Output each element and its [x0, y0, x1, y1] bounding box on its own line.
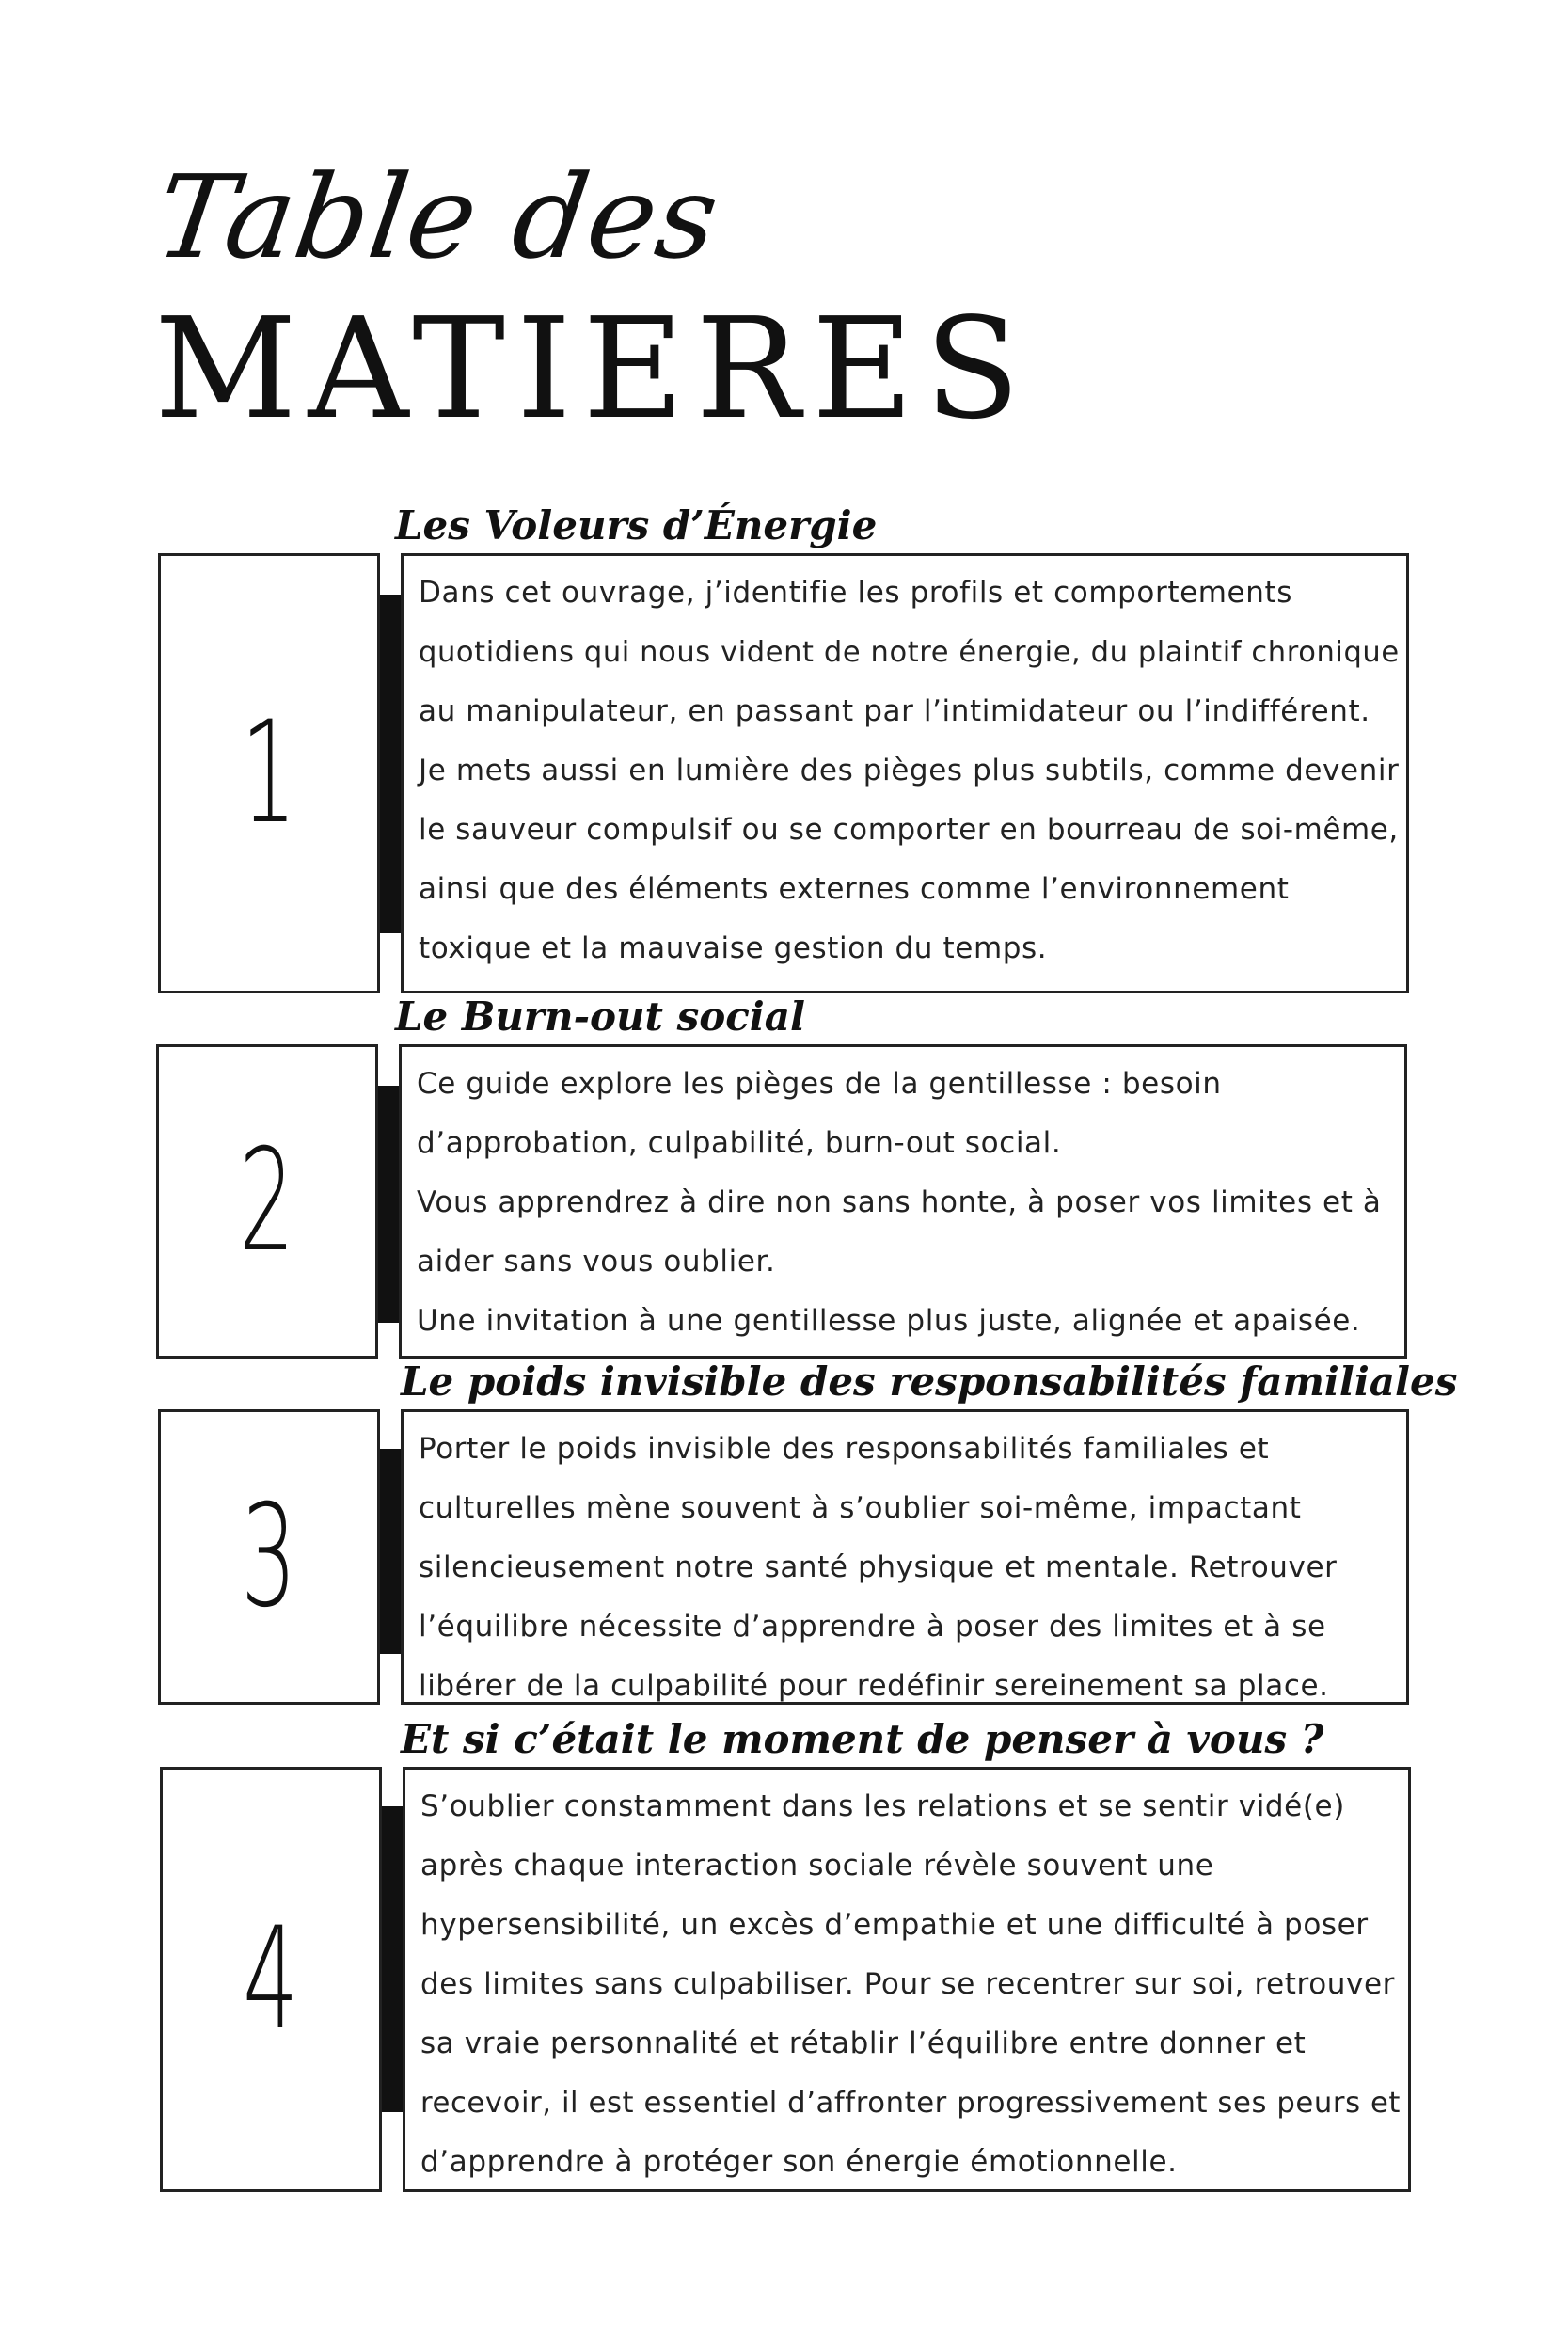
description-line: aider sans vous oublier.	[417, 1245, 776, 1279]
description-line: silencieusement notre santé physique et mentale. Retrouver	[419, 1550, 1338, 1584]
description-line: le sauveur compulsif ou se comporter en bourreau de soi-même,	[419, 813, 1399, 847]
section-number-box	[156, 1044, 378, 1359]
page-title: MATIERES	[154, 288, 1032, 450]
description-line: après chaque interaction sociale révèle souvent une	[420, 1849, 1214, 1883]
section-heading: Et si c’était le moment de penser à vous ?	[401, 1716, 1324, 1762]
description-line: d’apprendre à protéger son énergie émotionnelle.	[420, 2145, 1178, 2179]
section-number: 1	[241, 691, 297, 855]
section-description	[399, 1044, 1407, 1359]
description-line: quotidiens qui nous vident de notre énergie, du plaintif chronique	[419, 636, 1400, 669]
section-bar	[380, 595, 401, 933]
section-bar	[378, 1086, 399, 1323]
description-line: Je mets aussi en lumière des pièges plus subtils, comme devenir	[419, 754, 1400, 787]
section-number: 4	[243, 1898, 299, 2061]
section-description	[403, 1767, 1411, 2192]
description-line: Vous apprendrez à dire non sans honte, à poser vos limites et à	[417, 1185, 1382, 1219]
description-line: toxique et la mauvaise gestion du temps.	[419, 931, 1048, 965]
section-number: 3	[241, 1475, 297, 1639]
section-number: 2	[239, 1120, 295, 1283]
section-heading: Le Burn-out social	[395, 993, 805, 1040]
description-line: hypersensibilité, un excès d’empathie et une difficulté à poser	[420, 1908, 1369, 1942]
description-line: des limites sans culpabiliser. Pour se recentrer sur soi, retrouver	[420, 1967, 1395, 2001]
description-line: Porter le poids invisible des responsabilités familiales et	[419, 1432, 1270, 1466]
description-line: recevoir, il est essentiel d’affronter progressivement ses peurs et	[420, 2087, 1402, 2120]
description-line: sa vraie personnalité et rétablir l’équilibre entre donner et	[420, 2026, 1307, 2060]
description-line: S’oublier constamment dans les relations et se sentir vidé(e)	[420, 1789, 1345, 1823]
section-description	[401, 1409, 1409, 1705]
description-line: d’approbation, culpabilité, burn-out social.	[417, 1126, 1062, 1160]
section-number-box	[158, 1409, 380, 1705]
title-script: Table des	[149, 151, 727, 284]
section-bar	[382, 1806, 403, 2112]
section-bar	[380, 1449, 401, 1654]
description-line: Dans cet ouvrage, j’identifie les profils et comportements	[419, 576, 1292, 610]
section-heading: Les Voleurs d’Énergie	[395, 502, 878, 548]
description-line: culturelles mène souvent à s’oublier soi-même, impactant	[419, 1491, 1302, 1525]
description-line: Ce guide explore les pièges de la gentillesse : besoin	[417, 1067, 1222, 1101]
description-line: libérer de la culpabilité pour redéfinir sereinement sa place.	[419, 1669, 1329, 1703]
description-line: ainsi que des éléments externes comme l’environnement	[419, 872, 1290, 906]
section-heading: Le poids invisible des responsabilités familiales	[401, 1359, 1458, 1405]
description-line: l’équilibre nécessite d’apprendre à poser des limites et à se	[419, 1610, 1326, 1644]
section-number-box	[158, 553, 380, 993]
description-line: au manipulateur, en passant par l’intimidateur ou l’indifférent.	[419, 694, 1370, 728]
section-number-box	[160, 1767, 382, 2192]
description-line: Une invitation à une gentillesse plus juste, alignée et apaisée.	[417, 1304, 1361, 1338]
section-description	[401, 553, 1409, 993]
